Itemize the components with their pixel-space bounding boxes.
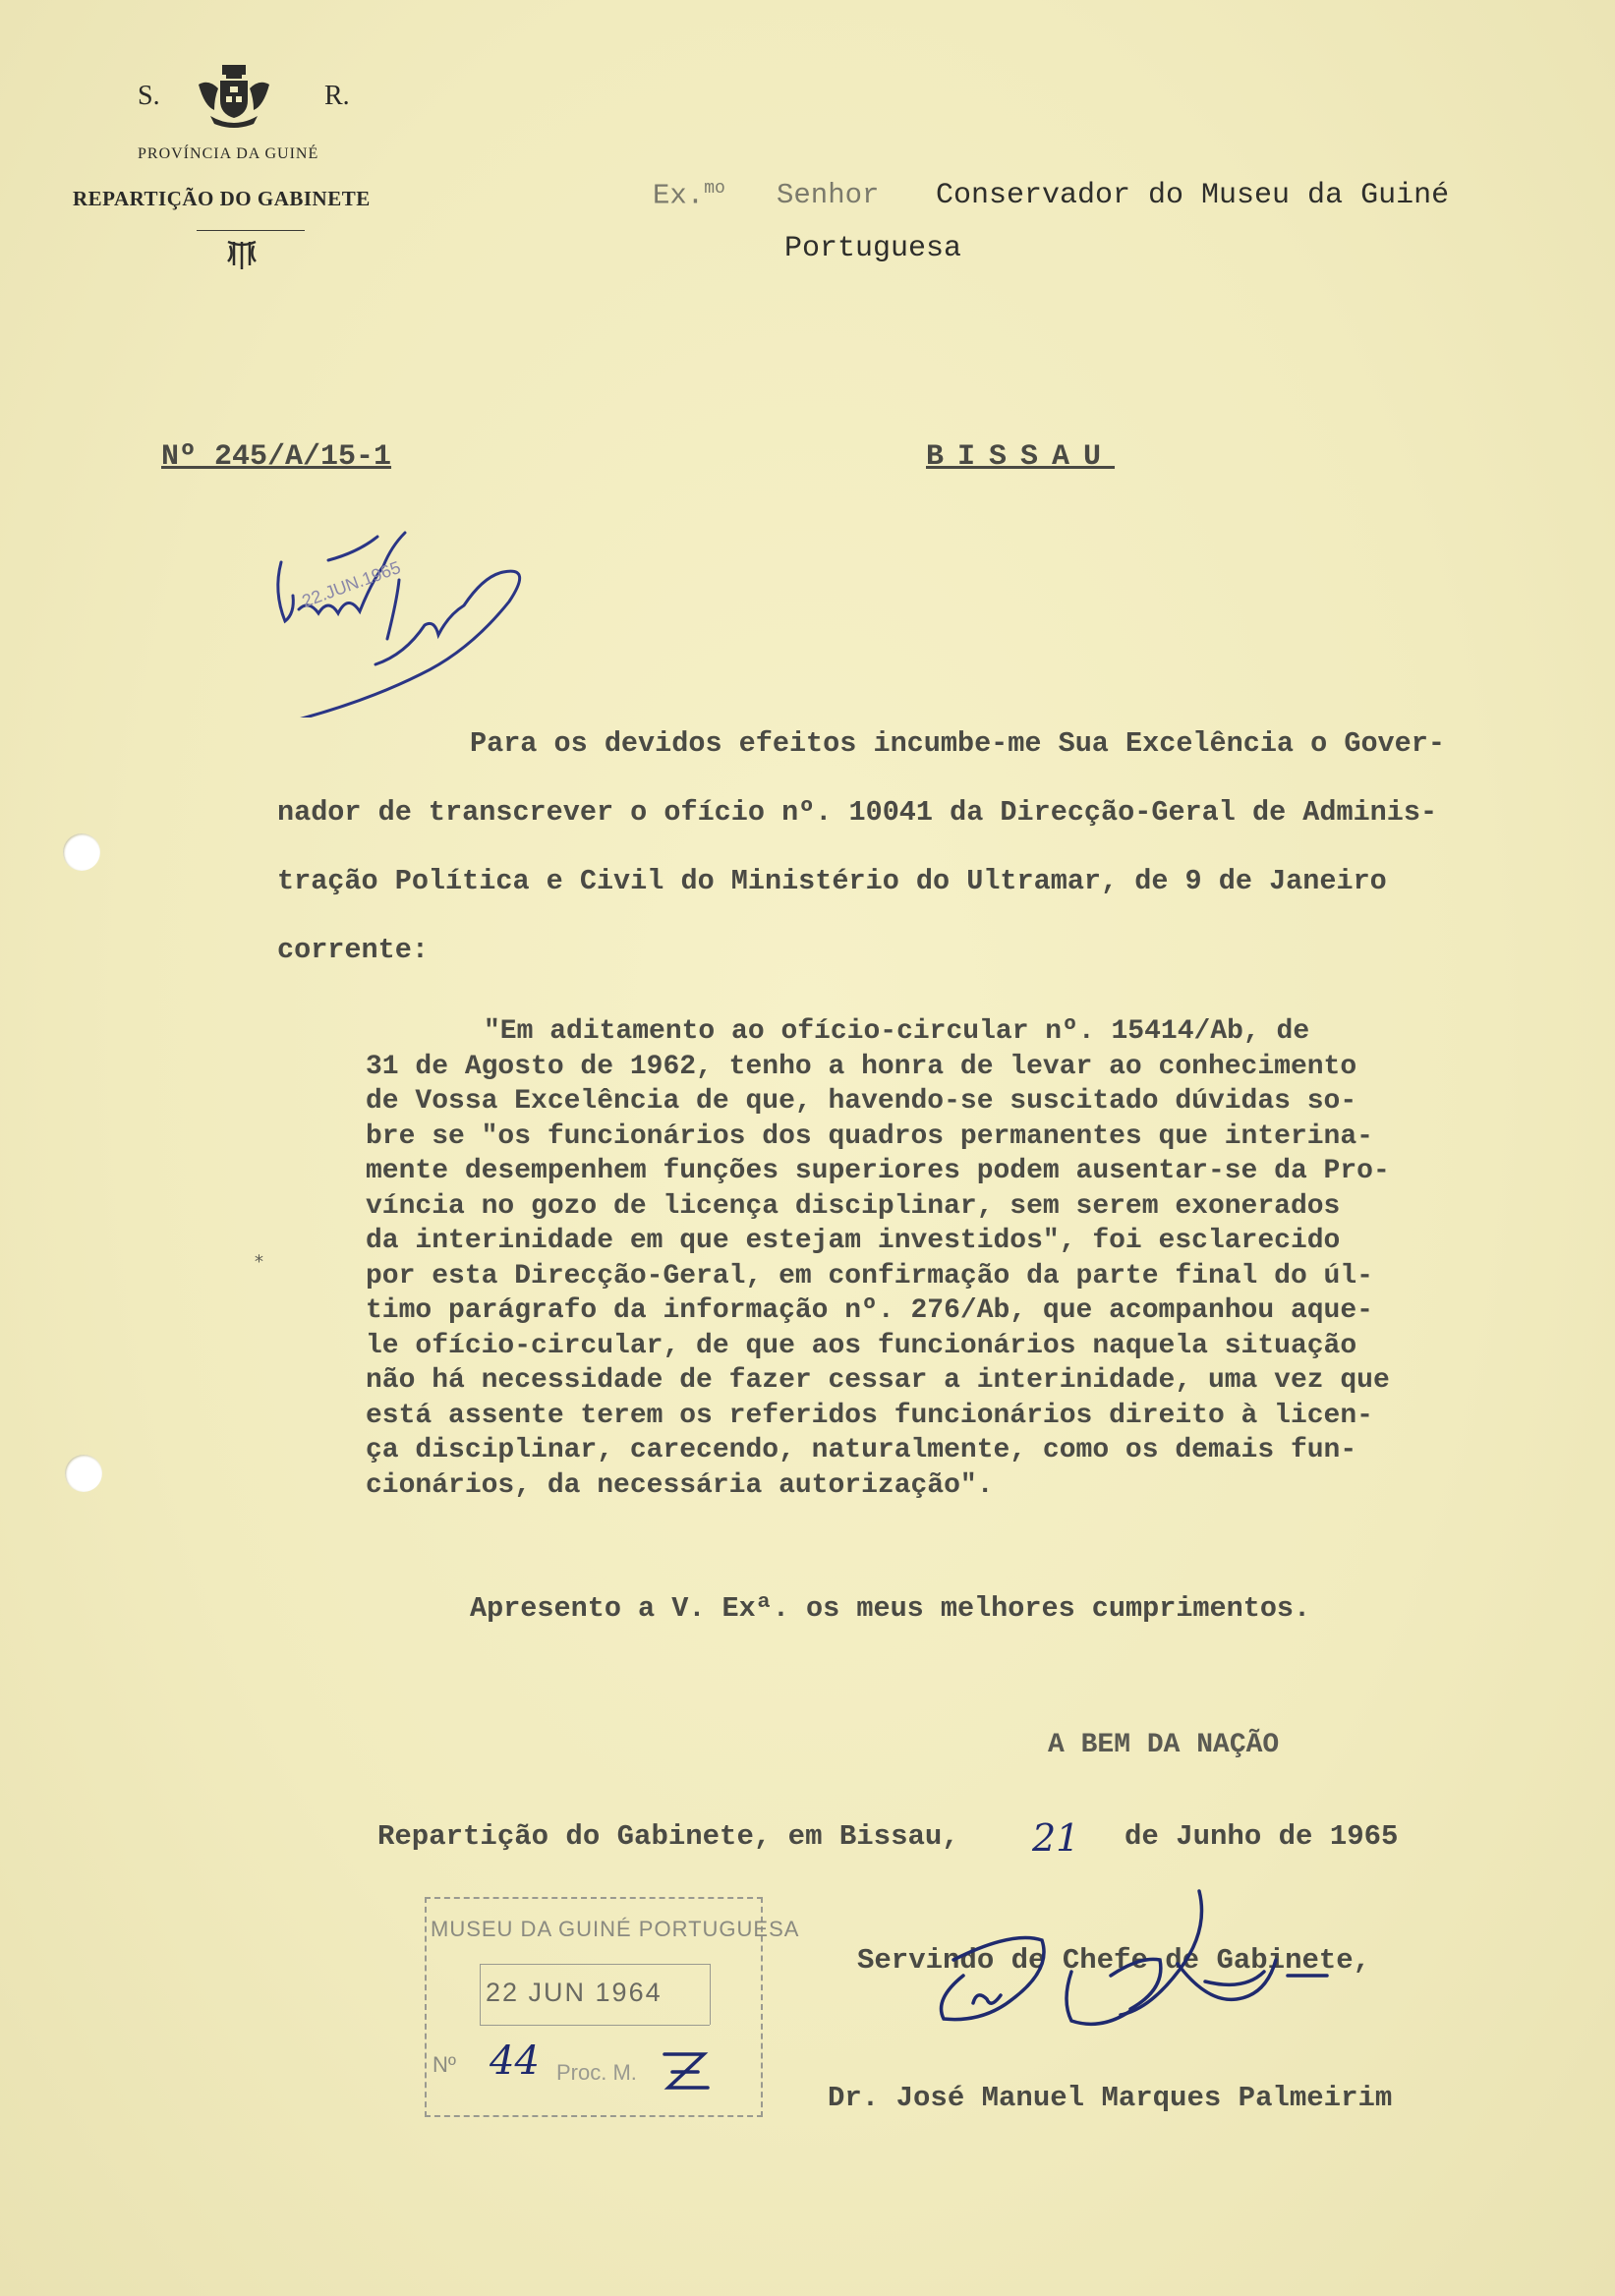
stamp-line xyxy=(480,1964,481,2025)
handwritten-annotation xyxy=(260,491,574,718)
date-day-handwritten: 21 xyxy=(1032,1816,1080,1860)
signature-role: Servindo de Chefe de Gabinete, xyxy=(857,1944,1371,1977)
punch-hole xyxy=(65,1455,102,1492)
quote-line: "Em aditamento ao ofício-circular nº. 15414/Ab, de xyxy=(484,1016,1310,1047)
stamp-line xyxy=(480,2025,710,2026)
quote-line: da interinidade em que estejam investidos", foi esclarecido xyxy=(366,1226,1341,1256)
body-line: tração Política e Civil do Ministério do Ultramar, de 9 de Janeiro xyxy=(277,865,1387,897)
letterhead-s: S. xyxy=(138,81,160,111)
quote-line: le ofício-circular, de que aos funcionários naquela situação xyxy=(366,1330,1357,1361)
date-suffix: de Junho de 1965 xyxy=(1125,1820,1399,1853)
stamp-date: 22 JUN 1964 xyxy=(486,1978,663,2007)
letterhead-provincia: PROVÍNCIA DA GUINÉ xyxy=(138,145,319,162)
addressee-senhor: Senhor xyxy=(777,179,880,211)
addressee-title: Ex.$^{mo}$ xyxy=(653,179,725,212)
letterhead-department: REPARTIÇÃO DO GABINETE xyxy=(73,187,371,210)
motto: A BEM DA NAÇÃO xyxy=(1048,1730,1280,1760)
closing-line: Apresento a V. Exª. os meus melhores cumprimentos. xyxy=(470,1592,1311,1625)
quote-line: por esta Direcção-Geral, em confirmação da parte final do úl- xyxy=(366,1260,1373,1292)
reference-place: BISSAU xyxy=(926,440,1116,474)
body-line: nador de transcrever o ofício nº. 10041 da Direcção-Geral de Adminis- xyxy=(277,796,1438,829)
quote-line: víncia no gozo de licença disciplinar, sem serem exonerados xyxy=(366,1190,1341,1222)
quote-line: não há necessidade de fazer cessar a interinidade, uma vez que xyxy=(366,1365,1390,1396)
stamp-proc-label: Proc. M. xyxy=(556,2060,637,2085)
stamp-handwritten-mark xyxy=(657,2042,716,2101)
quote-line: timo parágrafo da informação nº. 276/Ab, que acompanhou aque- xyxy=(366,1295,1373,1326)
coat-of-arms-icon xyxy=(197,63,271,132)
body-line: corrente: xyxy=(277,934,429,966)
quote-line: ça disciplinar, carecendo, naturalmente, como os demais fun- xyxy=(366,1435,1357,1465)
quote-line: está assente terem os referidos funcionários direito à licen- xyxy=(366,1400,1373,1431)
stamp-number-handwritten: 44 xyxy=(490,2038,540,2084)
quote-line: bre se "os funcionários dos quadros permanentes que interina- xyxy=(366,1120,1373,1152)
quote-line: de Vossa Excelência de que, havendo-se suscitado dúvidas so- xyxy=(366,1086,1357,1117)
quote-line: 31 de Agosto de 1962, tenho a honra de levar ao conhecimento xyxy=(366,1051,1357,1082)
letterhead-r: R. xyxy=(324,81,350,111)
svg-text:22.JUN.1965: 22.JUN.1965 xyxy=(299,557,404,611)
body-line: Para os devidos efeitos incumbe-me Sua Excelência o Gover- xyxy=(470,727,1445,760)
signatory-name: Dr. José Manuel Marques Palmeirim xyxy=(828,2082,1393,2114)
stamp-number-label: Nº xyxy=(433,2052,456,2077)
date-prefix: Repartição do Gabinete, em Bissau, xyxy=(377,1820,959,1853)
addressee-line2: Portuguesa xyxy=(784,232,962,265)
punch-hole xyxy=(63,833,100,871)
handwritten-signature xyxy=(924,1887,1356,2103)
reference-number: Nº 245/A/15-1 xyxy=(161,440,392,474)
stamp-line xyxy=(710,1964,711,2025)
stamp-title: MUSEU DA GUINÉ PORTUGUESA xyxy=(431,1917,800,1941)
ornament-icon xyxy=(222,236,261,271)
stamp-line xyxy=(480,1964,710,1965)
body-paragraph xyxy=(277,710,1604,985)
quote-line: cionários, da necessária autorização". xyxy=(366,1469,994,1501)
margin-mark: ∗ xyxy=(254,1250,264,1270)
quote-line: mente desempenhem funções superiores podem ausentar-se da Pro- xyxy=(366,1156,1390,1186)
addressee-line1: Conservador do Museu da Guiné xyxy=(936,179,1450,212)
quoted-text xyxy=(366,1014,1604,1503)
divider xyxy=(197,230,305,231)
